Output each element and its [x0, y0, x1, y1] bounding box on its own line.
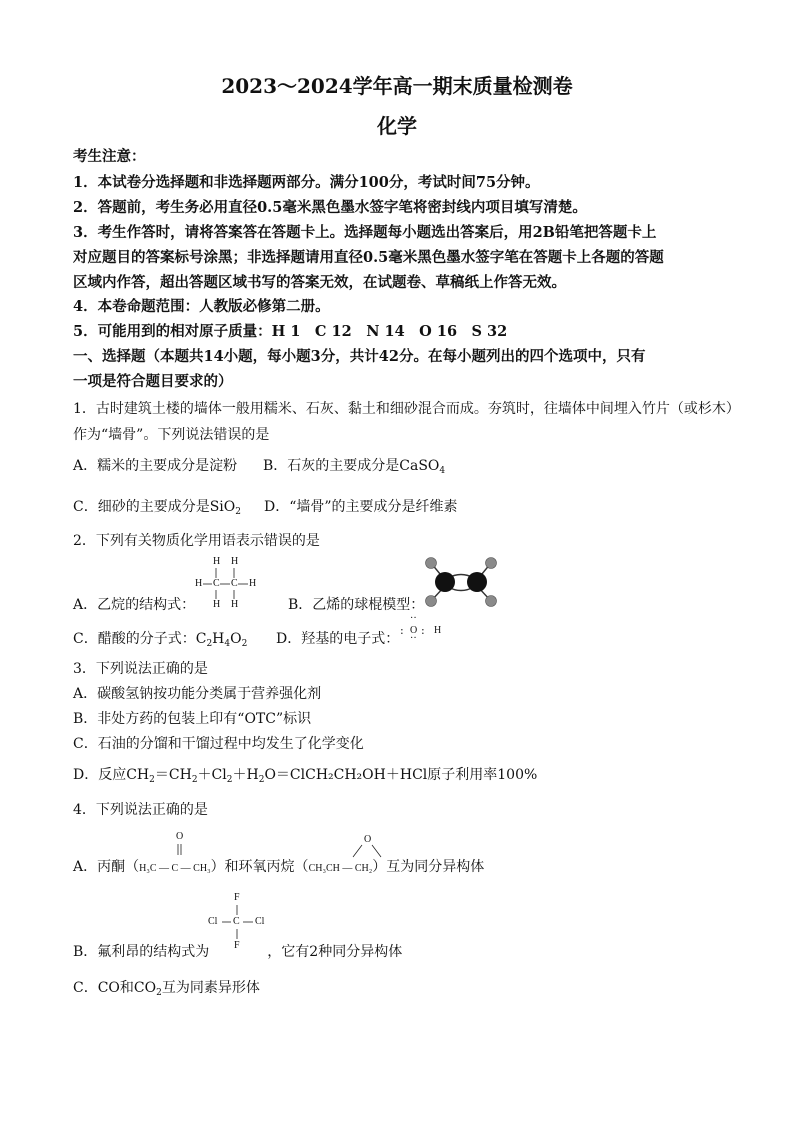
q1-stem: 1．古时建筑土楼的墙体一般用糯米、石灰、黏土和细砂混合而成。夯筑时，往墙体中间埋入竹片（或杉木） [73, 401, 740, 417]
notice-item: 1．本试卷分选择题和非选择题两部分。满分100分，考试时间75分钟。 [73, 174, 540, 191]
q1-option-a: A．糯米的主要成分是淀粉 [73, 458, 238, 474]
notice-item: 区域内作答，超出答题区域书写的答案无效，在试题卷、草稿纸上作答无效。 [73, 274, 566, 291]
q1-stem-cont: 作为“墙骨”。下列说法错误的是 [73, 427, 270, 443]
q2-option-c: C．醋酸的分子式：$C_2H_4O_2$ [73, 631, 248, 649]
q4-stem: 4．下列说法正确的是 [73, 802, 208, 818]
notice-item: 对应题目的答案标号涂黑；非选择题请用直径0.5毫米黑色墨水签字笔在答题卡上各题的答题 [73, 249, 664, 266]
q3-option-d: D．反应$CH_2=CH_2+Cl_2+H_2O=ClCH_2CH_2OH+HCl$原子利用率100% [73, 767, 538, 785]
q4-option-b: B．氟利昂的结构式为 ，它有2种同分异构体 [73, 944, 403, 960]
q4-option-c: C．CO和$CO_2$互为同素异形体 [73, 980, 260, 998]
q1-option-c: C．细砂的主要成分是SiO$_2$ [73, 499, 241, 517]
exam-title: 2023～2024学年高一期末质量检测卷 [221, 74, 573, 98]
q3-option-b: B．非处方药的包装上印有“OTC”标识 [73, 711, 312, 727]
q3-option-a: A．碳酸氢钠按功能分类属于营养强化剂 [73, 686, 322, 702]
q4-option-a: A．丙酮（H₃C — C — CH₃）和环氧丙烷（CH₃CH — CH₂）互为同分异构体 [73, 859, 485, 875]
notice-item: 4．本卷命题范围：人教版必修第二册。 [73, 298, 330, 315]
q1-option-b: B．石灰的主要成分是CaSO$_4$ [263, 458, 446, 476]
subject-title: 化学 [377, 114, 417, 138]
q2-option-b: B．乙烯的球棍模型： [288, 597, 425, 613]
notice-item: 2．答题前，考生务必用直径0.5毫米黑色墨水签字笔将密封线内项目填写清楚。 [73, 199, 587, 216]
q2-option-a: A．乙烷的结构式： [73, 597, 196, 613]
q2-stem: 2．下列有关物质化学用语表示错误的是 [73, 533, 320, 549]
section-heading: 一、选择题（本题共14小题，每小题3分，共计42分。在每小题列出的四个选项中，只有 [73, 348, 646, 365]
notice-heading: 考生注意： [73, 148, 146, 165]
q2-option-d: D．羟基的电子式： [276, 631, 400, 647]
notice-item: 5．可能用到的相对原子质量：H 1 C 12 N 14 O 16 S 32 [73, 323, 508, 340]
q3-option-c: C．石油的分馏和干馏过程中均发生了化学变化 [73, 736, 364, 752]
notice-item: 3．考生作答时，请将答案答在答题卡上。选择题每小题选出答案后，用2B铅笔把答题卡上 [73, 224, 657, 241]
section-heading-cont: 一项是符合题目要求的） [73, 373, 233, 390]
q3-stem: 3．下列说法正确的是 [73, 661, 208, 677]
q1-option-d: D．“墙骨”的主要成分是纤维素 [264, 499, 458, 515]
